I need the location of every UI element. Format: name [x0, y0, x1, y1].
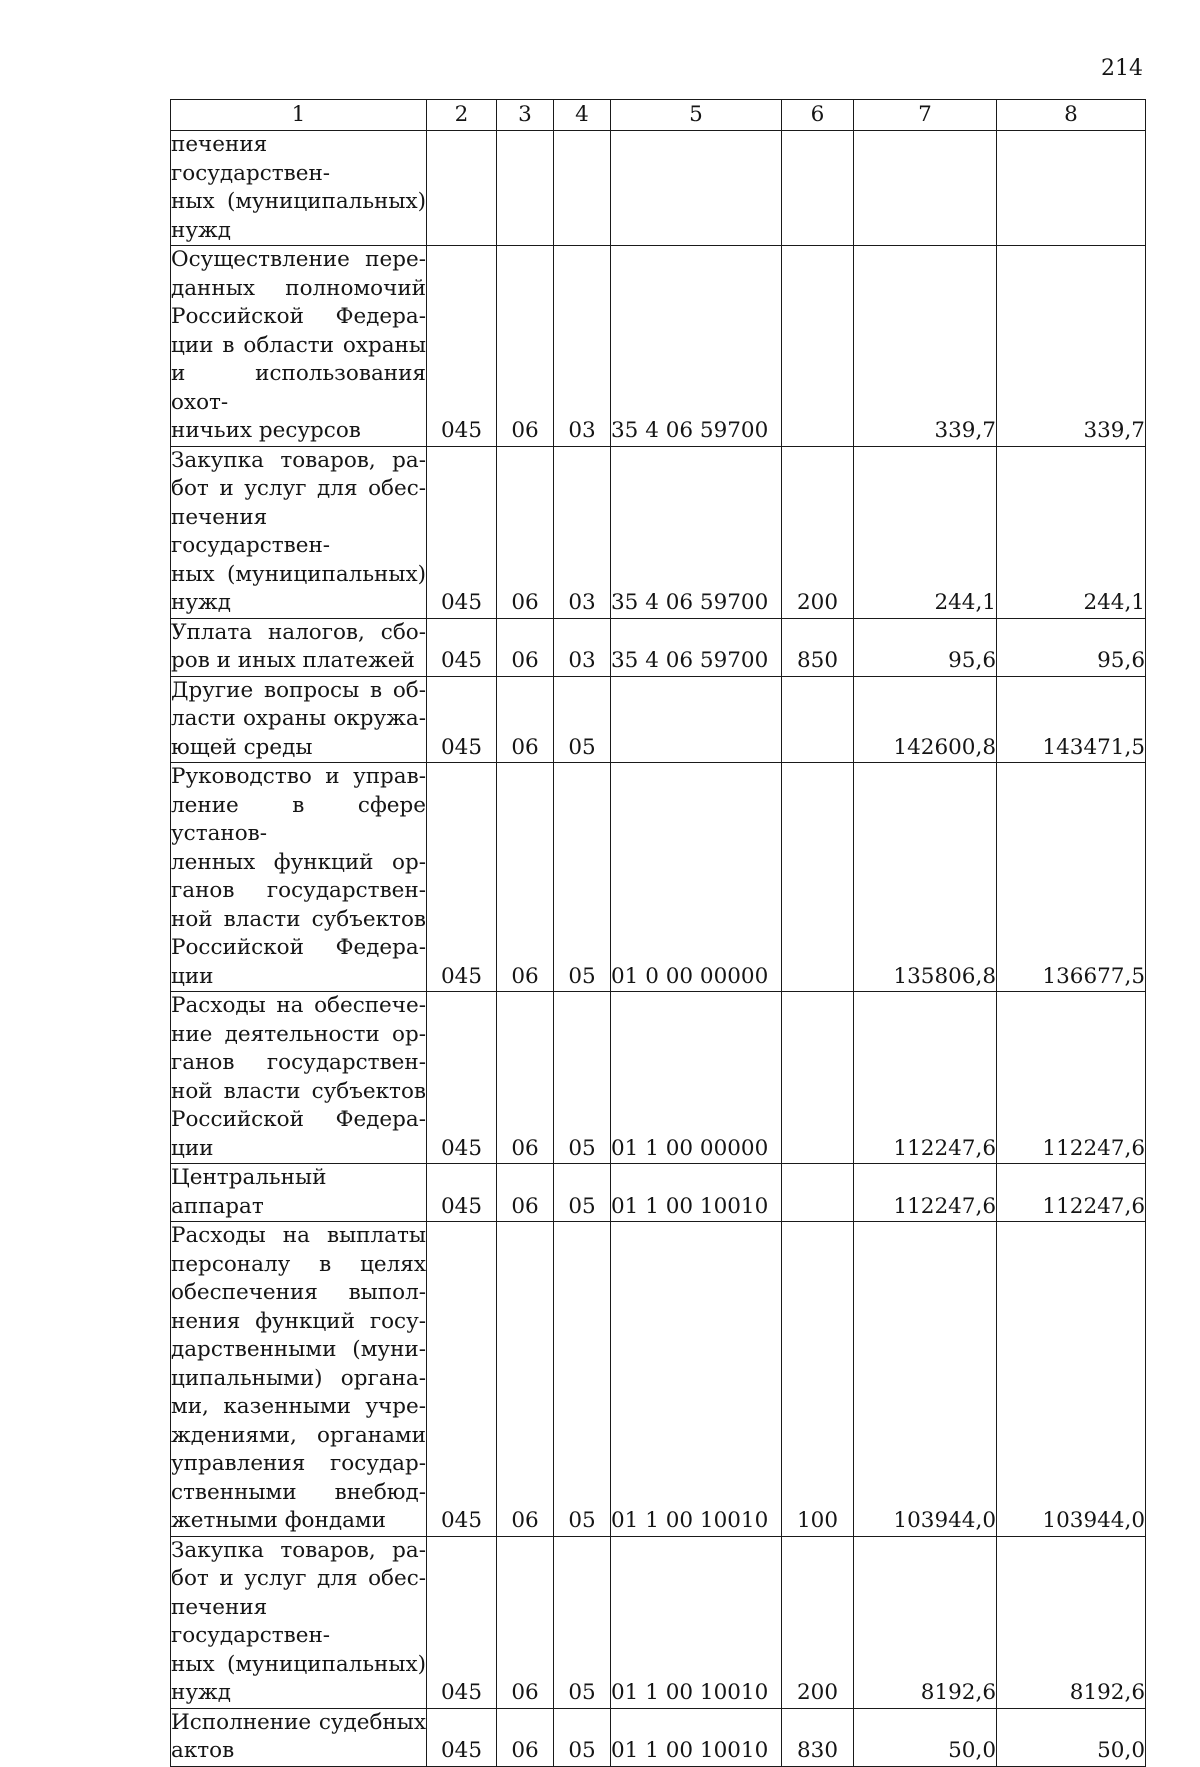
cell-col-3: 06 — [497, 1536, 554, 1708]
cell-col-2: 045 — [427, 246, 497, 447]
cell-col-4: 03 — [554, 618, 611, 676]
header-row — [171, 100, 1146, 131]
cell-col-7: 8192,6 — [854, 1536, 997, 1708]
table-row — [171, 1164, 1146, 1222]
cell-col-2: 045 — [427, 1708, 497, 1766]
row-name-line: печения государствен- — [171, 132, 331, 186]
cell-col-4: 03 — [554, 246, 611, 447]
page-number: 214 — [1101, 56, 1143, 81]
row-name-line: Расходы на выплаты — [171, 1223, 426, 1248]
cell-col-7: 112247,6 — [854, 1164, 997, 1222]
cell-col-3: 06 — [497, 618, 554, 676]
row-name-line: ных (муниципальных) — [171, 189, 426, 214]
row-name-line: Другие вопросы в об- — [171, 677, 426, 703]
cell-col-6 — [782, 246, 854, 447]
row-name-line: Закупка товаров, ра- — [171, 447, 426, 473]
cell-col-5: 01 1 00 10010 — [611, 1164, 782, 1222]
cell-col-2: 045 — [427, 1222, 497, 1537]
row-name-line: ров и иных платежей — [171, 648, 415, 673]
row-name-cell — [171, 1536, 427, 1708]
cell-col-3: 06 — [497, 1164, 554, 1222]
row-name-line: дарственными (муни- — [171, 1337, 426, 1362]
row-name-line: актов — [171, 1738, 235, 1763]
row-name-line: печения государствен- — [171, 504, 331, 558]
cell-col-6 — [782, 1164, 854, 1222]
row-name-line: печения государствен- — [171, 1594, 331, 1648]
cell-col-5: 01 1 00 00000 — [611, 992, 782, 1164]
row-name-line: ции — [171, 963, 214, 989]
table-row — [171, 1708, 1146, 1766]
row-name-line: ной власти субъектов — [171, 906, 426, 932]
row-name-line: жетными фондами — [171, 1508, 386, 1533]
cell-col-7: 95,6 — [854, 618, 997, 676]
row-name-line: ми, казенными учре- — [171, 1394, 426, 1419]
row-name-cell — [171, 1708, 427, 1766]
row-name-line: Уплата налогов, сбо- — [171, 619, 426, 645]
row-name-line: ление в сфере установ- — [171, 792, 426, 846]
row-name-line: ных (муниципальных) — [171, 561, 426, 587]
row-name-line: ции в области охраны — [171, 332, 426, 358]
cell-col-6: 850 — [782, 618, 854, 676]
table-row — [171, 992, 1146, 1164]
table-body — [171, 131, 1146, 1767]
column-header-4: 4 — [554, 100, 611, 131]
row-name-line: Российской Федера- — [171, 304, 426, 329]
cell-col-4: 05 — [554, 992, 611, 1164]
cell-col-3 — [497, 131, 554, 246]
row-name-line: Исполнение судебных — [171, 1709, 426, 1735]
row-name-line: Центральный аппарат — [171, 1165, 327, 1219]
row-name-cell — [171, 618, 427, 676]
cell-col-6 — [782, 763, 854, 992]
row-name-line: бот и услуг для обес- — [171, 476, 426, 501]
cell-col-4: 05 — [554, 1536, 611, 1708]
cell-col-8: 8192,6 — [997, 1536, 1146, 1708]
cell-col-7: 142600,8 — [854, 676, 997, 763]
cell-col-3: 06 — [497, 676, 554, 763]
cell-col-3: 06 — [497, 763, 554, 992]
row-name-line: бот и услуг для обес- — [171, 1566, 426, 1591]
cell-col-7: 103944,0 — [854, 1222, 997, 1537]
cell-col-8: 103944,0 — [997, 1222, 1146, 1537]
cell-col-2: 045 — [427, 992, 497, 1164]
column-header-6: 6 — [782, 100, 854, 131]
table-row — [171, 1536, 1146, 1708]
cell-col-3: 06 — [497, 992, 554, 1164]
row-name-line: ципальными) органа- — [171, 1365, 426, 1391]
row-name-line: нужд — [171, 1680, 231, 1705]
column-header-2: 2 — [427, 100, 497, 131]
cell-col-7: 50,0 — [854, 1708, 997, 1766]
cell-col-4: 05 — [554, 1222, 611, 1537]
row-name-line: данных полномочий — [171, 275, 426, 301]
cell-col-2: 045 — [427, 763, 497, 992]
cell-col-8: 136677,5 — [997, 763, 1146, 992]
cell-col-5: 35 4 06 59700 — [611, 246, 782, 447]
cell-col-7: 244,1 — [854, 446, 997, 618]
column-header-3: 3 — [497, 100, 554, 131]
cell-col-6: 200 — [782, 1536, 854, 1708]
table-row — [171, 1222, 1146, 1537]
column-header-5: 5 — [611, 100, 782, 131]
row-name-line: и использования охот- — [171, 361, 426, 415]
row-name-line: Осуществление пере- — [171, 247, 426, 272]
row-name-line: ции — [171, 1135, 214, 1161]
row-name-line: нужд — [171, 217, 231, 243]
cell-col-7: 339,7 — [854, 246, 997, 447]
row-name-line: ленных функций ор- — [171, 849, 426, 875]
cell-col-7: 135806,8 — [854, 763, 997, 992]
cell-col-5: 01 1 00 10010 — [611, 1536, 782, 1708]
cell-col-4: 05 — [554, 676, 611, 763]
cell-col-4: 05 — [554, 763, 611, 992]
row-name-cell — [171, 763, 427, 992]
row-name-cell — [171, 676, 427, 763]
table-row — [171, 763, 1146, 992]
cell-col-4: 05 — [554, 1164, 611, 1222]
row-name-cell — [171, 131, 427, 246]
column-header-8: 8 — [997, 100, 1146, 131]
row-name-line: ничьих ресурсов — [171, 418, 361, 443]
cell-col-2: 045 — [427, 446, 497, 618]
cell-col-8: 339,7 — [997, 246, 1146, 447]
row-name-line: нужд — [171, 590, 231, 615]
row-name-line: Закупка товаров, ра- — [171, 1537, 426, 1563]
cell-col-6 — [782, 992, 854, 1164]
row-name-line: Расходы на обеспече- — [171, 993, 426, 1018]
table-row — [171, 131, 1146, 246]
row-name-line: ласти охраны окружа- — [171, 706, 426, 731]
cell-col-2: 045 — [427, 618, 497, 676]
cell-col-8: 244,1 — [997, 446, 1146, 618]
cell-col-6 — [782, 676, 854, 763]
cell-col-7 — [854, 131, 997, 246]
column-header-1: 1 — [171, 100, 427, 131]
row-name-line: нения функций госу- — [171, 1308, 426, 1334]
row-name-line: ной власти субъектов — [171, 1078, 426, 1104]
cell-col-8: 112247,6 — [997, 1164, 1146, 1222]
row-name-line: ганов государствен- — [171, 1050, 426, 1075]
row-name-line: персоналу в целях — [171, 1251, 426, 1277]
table-row — [171, 246, 1146, 447]
row-name-line: ганов государствен- — [171, 878, 426, 903]
cell-col-6: 100 — [782, 1222, 854, 1537]
table-row — [171, 446, 1146, 618]
row-name-cell — [171, 1222, 427, 1537]
cell-col-2: 045 — [427, 1164, 497, 1222]
row-name-cell — [171, 992, 427, 1164]
cell-col-6 — [782, 131, 854, 246]
row-name-line: ние деятельности ор- — [171, 1021, 426, 1047]
cell-col-8 — [997, 131, 1146, 246]
cell-col-3: 06 — [497, 1708, 554, 1766]
cell-col-3: 06 — [497, 1222, 554, 1537]
cell-col-2: 045 — [427, 676, 497, 763]
row-name-line: ных (муниципальных) — [171, 1651, 426, 1677]
cell-col-5: 01 1 00 10010 — [611, 1222, 782, 1537]
cell-col-5: 35 4 06 59700 — [611, 446, 782, 618]
cell-col-3: 06 — [497, 446, 554, 618]
cell-col-3: 06 — [497, 246, 554, 447]
row-name-line: ственными внебюд- — [171, 1479, 426, 1505]
cell-col-8: 95,6 — [997, 618, 1146, 676]
cell-col-2: 045 — [427, 1536, 497, 1708]
row-name-line: обеспечения выпол- — [171, 1280, 426, 1305]
cell-col-4: 05 — [554, 1708, 611, 1766]
row-name-line: ждениями, органами — [171, 1422, 426, 1448]
row-name-cell — [171, 446, 427, 618]
table-row — [171, 618, 1146, 676]
row-name-line: Российской Федера- — [171, 935, 426, 960]
table-row — [171, 676, 1146, 763]
cell-col-5: 01 0 00 00000 — [611, 763, 782, 992]
cell-col-2 — [427, 131, 497, 246]
cell-col-5: 01 1 00 10010 — [611, 1708, 782, 1766]
cell-col-6: 200 — [782, 446, 854, 618]
cell-col-8: 112247,6 — [997, 992, 1146, 1164]
cell-col-8: 143471,5 — [997, 676, 1146, 763]
cell-col-5 — [611, 131, 782, 246]
cell-col-5: 35 4 06 59700 — [611, 618, 782, 676]
column-header-7: 7 — [854, 100, 997, 131]
cell-col-5 — [611, 676, 782, 763]
cell-col-4 — [554, 131, 611, 246]
row-name-line: Российской Федера- — [171, 1107, 426, 1132]
budget-table — [170, 99, 1146, 1767]
row-name-line: управления государ- — [171, 1451, 426, 1476]
cell-col-4: 03 — [554, 446, 611, 618]
cell-col-6: 830 — [782, 1708, 854, 1766]
cell-col-7: 112247,6 — [854, 992, 997, 1164]
cell-col-8: 50,0 — [997, 1708, 1146, 1766]
row-name-line: ющей среды — [171, 734, 313, 760]
row-name-cell — [171, 1164, 427, 1222]
row-name-line: Руководство и управ- — [171, 764, 426, 789]
row-name-cell — [171, 246, 427, 447]
